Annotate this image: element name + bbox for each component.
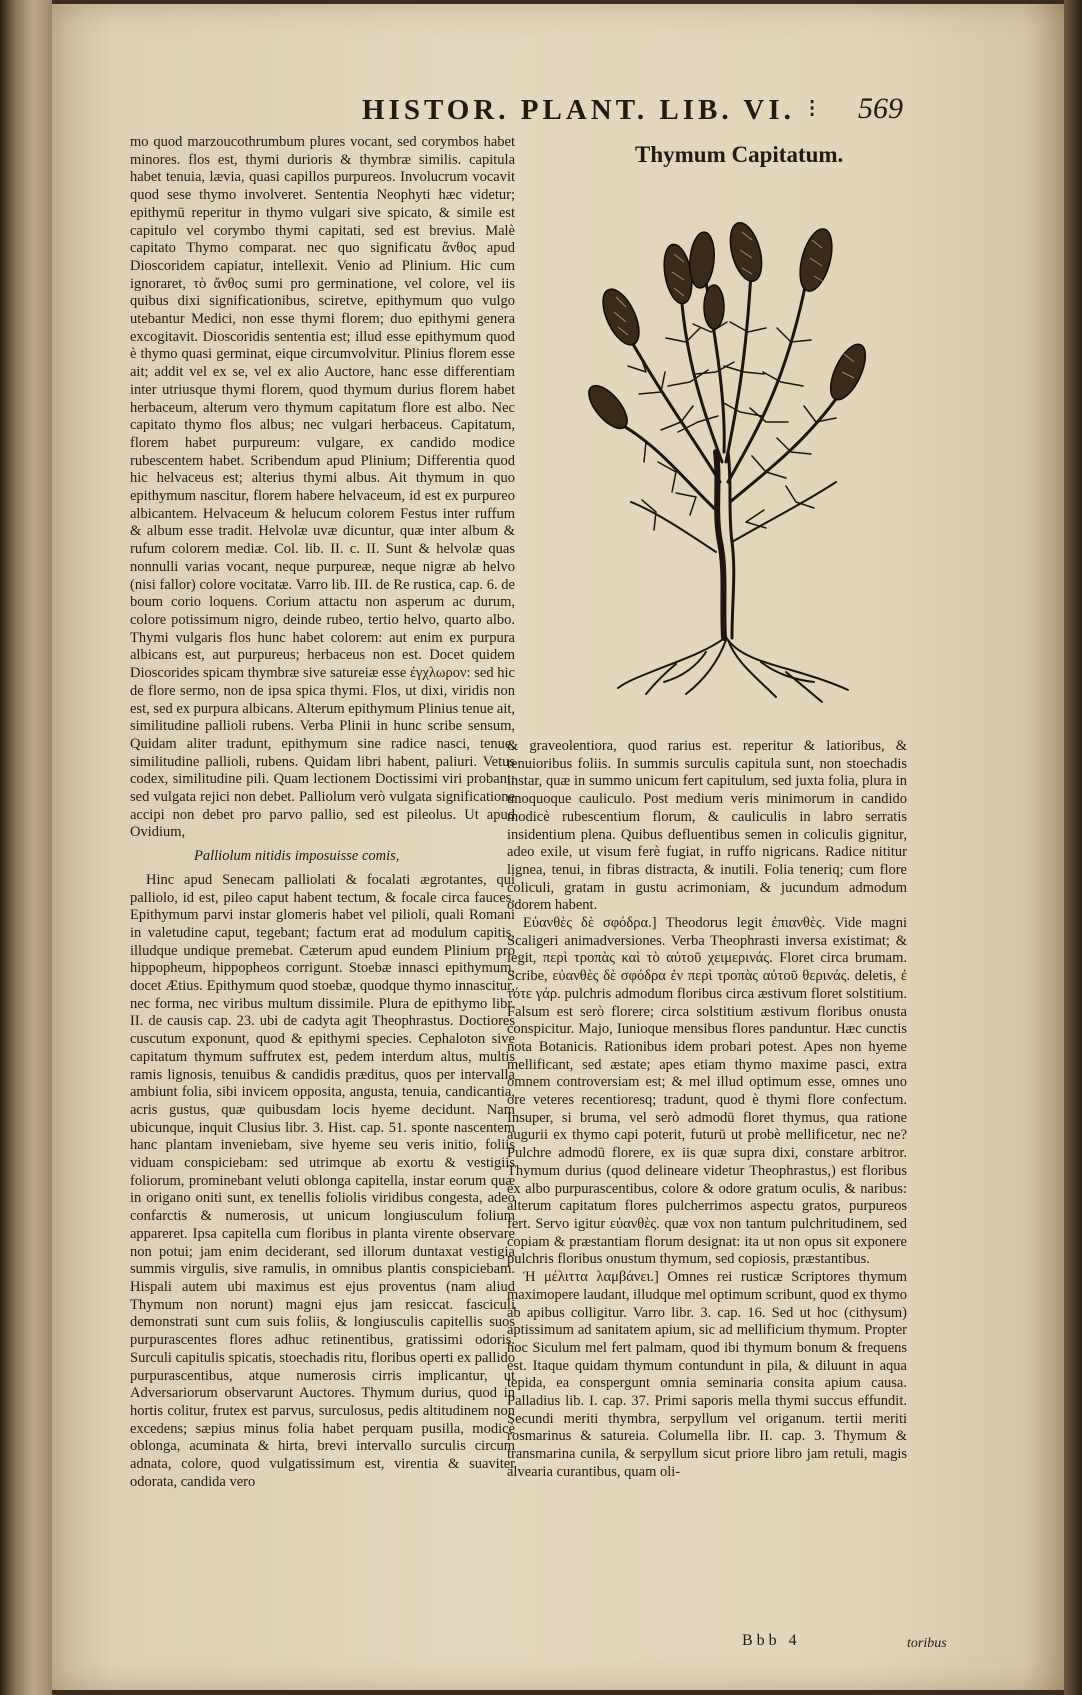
ovid-quotation: Palliolum nitidis imposuisse comis,: [194, 848, 400, 865]
signature-mark: Bbb 4: [742, 1632, 801, 1649]
left-text-column: [130, 134, 515, 1654]
left-paragraph-1: mo quod marzoucothrumbum plures vocant, sed corymbos habet minores. flos est, thymi durioris & thymbræ similis. capitula habet tenuia, lævia, quasi capillos purpureos. Involucrum vocavit quod sese thymo involveret. Sententia Neophyti hæc videtur; epithymū reperitur in thymo vulgari sive spicato, & simile est capitulo vel corymbo thymi capitati, sed est brevius. Malè capitato Thymo comparat. nec quo significatu ἄνθος apud Dioscoridem capiatur, intellexit. Venio ad Plinium. Hic cum ignoraret, τὸ ἄνθος sumi pro germinatione, vel colore, vel iis quibus dixi significationibus, sciretve, epithymum quo vulgo utebantur Medici, non esse thymi florem; duo epithymi genera excogitavit. Dioscoridis sententia est; illud esse epithymum quod è thymo quasi germinat, eique circumvolvitur. Plinius florem esse ait; addit vel ex se, vel ex alio Auctore, hanc esse differentiam inter utriusque thymi florem, quod thymum durius florem habet herbaceum, alterum vero thymum capitatum flore est albo. Nec capitato thymo flos albus; nec vulgari herbaceus. Capitatum, florem habet purpureum: vulgare, ex candido modice rubescentem habet. Scribendum apud Plinium; Differentia quod hic helvaceus est; alterius thymi albus. Ait thymum in quo epithymum nascitur, florem habere helvaceum, id est ex purpureo albicantem. Helvaceum & helucum colorem Festus inter ruffum & album esse tradit. Helvolæ uvæ dicuntur, quæ inter album & rufum colorem mediæ. Col. lib. II. c. II. Sunt & helvolæ quas nonnulli varias vocant, neque purpureæ, neque nigræ ab helvo (nisi fallor) colore vocitatæ. Varro lib. III. de Re rustica, cap. 6. de boum corio loquens. Corium attactu non asperum ac durum, colore potissimum nigro, deinde rubeo, tertio helvo, quarto albo. Thymi vulgaris flos hunc habet colorem: aut enim ex purpura albicans est, aut purpureus; herbaceus non est. Docet quidem Dioscorides spicam thymbræ sive satureiæ esse ἐγχλωρον: sed hic de flore sermo, non de ipsa spica thymi. Flos, ut dixi, viridis non est, sed ex purpura albicans. Alterum epithymum Plinius tenue ait, similitudine pallioli rubens. Verba Plinii in hunc scribe sensum, Quidam aliter tradunt, epithymum sine radice nasci, tenue, similitudine pallioli, rubens. Quidam libri habent, paliuri. Vetus codex, similitudine pili. Quam lectionem Doctissimi viri probant: sed vulgata rejici non debet. Palliolum verò vulgata significatione accipi non debet pro parvo pallio, sed est pileolus. Ut apud Ovidium,: [130, 134, 515, 841]
left-paragraph-2: Hinc apud Senecam palliolati & focalati ægrotantes, qui palliolo, id est, pileo caput habent tectum, & focale circa fauces. Epithymum parvi instar glomeris habet vel pilioli, quali Romani in valetudine caput, tegebant; factum erat ad modulum capitis, illudque undique premebat. Cæterum apud eundem Plinium pro hippopheum, hippopheos corrigunt. Stoebæ innasci epithymum, docet Ætius. Epithymum quod stoebæ, quodque thymo innascitur, nec forma, nec viribus multum dissimile. Plura de epithymo libr. II. de causis cap. 23. ubi de cadyta agit Theophrastus. Doctiores cuscutum exponunt, quod & epithymi species. Cephaloton sive capitatum thymum suffrutex est, pedem interdum altus, multis ramis lignosis, tenuibus & candidis præditus, quos per intervalla ambiunt folia, sibi invicem opposita, angusta, tenuia, candicantia, acris gustus, quæ quibusdam locis hyeme decidunt. Nam ubicunque, inquit Clusius libr. 3. Hist. cap. 51. sponte nascentem hanc plantam inveniebam, sive hyeme seu veris initio, foliis viduam conspiciebam: sed utrimque ab exortu & vestigiis foliorum, prominebant veluti oblonga capitella, instar eorum quæ in origano oniti sunt, ex tenellis foliolis viridibus congesta, adeo confarctis & numerosis, ut unicum longiusculum folium appareret. Ipsa capitella cum floribus in planta virente observare non potui; jam enim deciderant, sed illorum duntaxat vestigia summis virgulis, sive ramulis, in omnibus plantis conspiciebam. Hispali autem ubi maximus est ejus proventus (nam aliud Thymum non norunt) magni ejus jam resiccat. fasciculi demonstrati sunt cum suis foliis, & longiusculis capitellis suos purpurascentes flores adhuc retinentibus, gratissimi odoris. Surculi capitulis spicatis, stoechadis ritu, floribus operti ex pallido purpurascentibus, atque numerosis cirris implicantur, ut Adversariorum observarunt Auctores. Thymum durius, quod in hortis colitur, frutex est parvus, surculosus, pedis altitudinem non excedens; sæpius minus folia habet perquam pusilla, modicè oblonga, acuminata & hirta, brevi intervallo surculis circum adnata, colore, quod vulgatissimum est, virentia & suaviter odorata, candida vero: [130, 871, 515, 1490]
book-fore-edge: [1064, 0, 1082, 1695]
catchword: toribus: [907, 1636, 947, 1651]
previous-page-edge: [0, 0, 52, 1695]
right-paragraph-1: & graveolentiora, quod rarius est. reperitur & latioribus, & tenuioribus foliis. In summis surculis capitula sunt, non stoechadis instar, quæ in summo unicum fert capitulum, sed juxta folia, plura in unoquoque cauliculo. Post medium veris minimorum in candido modicè rubescentium florum, & cauliculis in labro serratis insidentium plena. Quibus defluentibus semen in coliculis gignitur, adeo exile, ut visum ferè fugiat, in ruffo nigricans. Radice nititur lignea, tenui, in fibras distracta, & inutili. Folia teneriq; cum flore coliculi, gratam in gustu acrimoniam, & jucundum admodum odorem habent.: [507, 738, 907, 914]
woodcut-plant-illustration: [586, 182, 876, 722]
page-number: 569: [858, 92, 903, 125]
right-paragraph-2: Εὐανθὲς δὲ σφόδρα.] Theodorus legit ἐπιανθὲς. Vide magni Scaligeri animadversiones. Verba Theophrasti inversa existimat; & legit, περὶ τροπὰς καὶ τὸ αὐτοῦ χειμερινάς. Floret circa brumam. Scribe, εὐανθὲς δὲ σφόδρα ἐν περὶ τροπὰς αὐτοῦ θερινάς. deletis, ἐ τότε γάρ. pulchris admodum floribus circa æstivum floret solstitium. Falsum est serò florere; circa solstitium æstivum floribus onusta conspicitur. Majo, Iunioque mensibus flores panduntur. Hæc cunctis nota Botanicis. Rationibus idem probari potest. Apes non hyeme mellificant, sed æstate; apes etiam thymo maxime pasci, extra omnem controversiam est; & mel illud optimum esse, omnes uno ore veteres recentioresq; tradunt, quod è thymi flore confectum. Insuper, si bruma, vel serò admodū floret thymus, qua ratione augurii ex thymo capi poterit, futurū ut probè mellificetur, nec ne? Pulchre admodū florere, ex iis quæ supra dixi, constare arbitror. Thymum durius (quod delineare videtur Theophrastus,) est floribus ex albo purpurascentibus, colore & odore gratum oculis, & naribus: alterum capitatum flores pulcherrimos aspectu gratos, purpureos fert. Servo igitur εὐανθὲς. quæ vox non tantum pulchritudinem, sed copiam & præstantiam florum designat: ita ut non opus sit exponere pulchris floribus onustum thymum, sed copiosis, præstantibus.: [507, 915, 907, 1268]
page-header: [292, 94, 972, 128]
header-mark: ⁝: [808, 94, 817, 123]
right-text-column: [507, 738, 907, 1558]
illustration-title: Thymum Capitatum.: [635, 142, 844, 167]
right-paragraph-3: Ἡ μέλιττα λαμβάνει.] Omnes rei rusticæ Scriptores thymum maximopere laudant, illudque mel optimum scribunt, quod ex thymo ab apibus colligitur. Varro libr. 3. cap. 16. Sed ut hoc (cithysum) aptissimum ad sanitatem apium, sic ad mellificium thymum. Propter hoc Siculum mel fert palmam, quod ibi thymum bonum & frequens est. Itaque quidam thymum contundunt in pila, & diluunt in aqua tepida, ea conspergunt omnia seminaria consita apium causa. Palladius lib. I. cap. 37. Primi saporis mella thymi succus effundit. Secundi meriti thymbra, serpyllum vel origanum. tertii meriti rosmarinus & satureia. Columella libr. II. cap. 3. Thymum & transmarina cunila, & serpyllum sicut priore libro jam retuli, magis alvearia curantibus, quam oli-: [507, 1269, 907, 1480]
book-page: [52, 4, 1064, 1690]
running-head: HISTOR. PLANT. LIB. VI.: [362, 94, 795, 126]
